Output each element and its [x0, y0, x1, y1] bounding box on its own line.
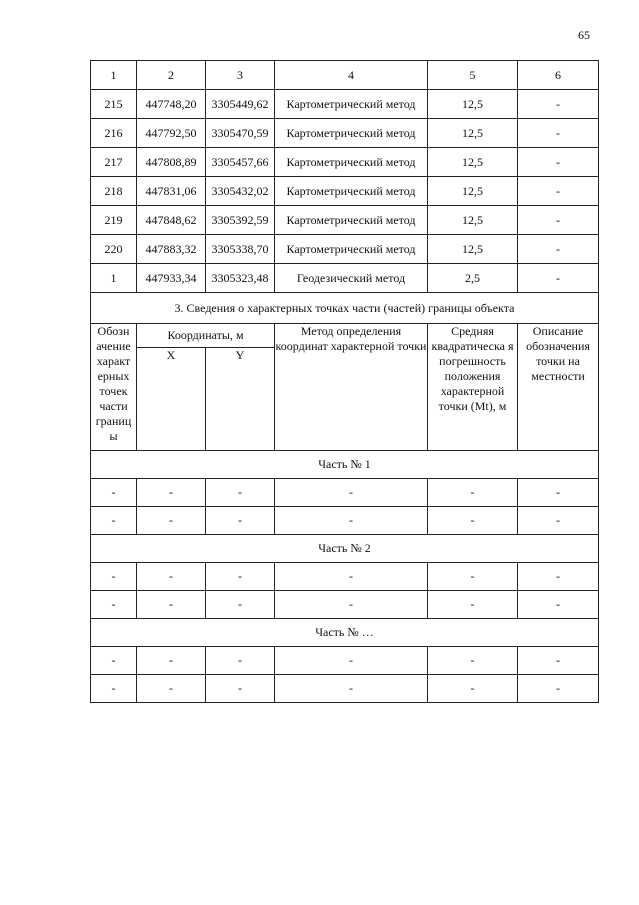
coord-y: 3305338,70: [206, 235, 275, 264]
table-row: [91, 235, 599, 264]
description: -: [518, 206, 599, 235]
cell: -: [137, 591, 206, 619]
cell: -: [91, 563, 137, 591]
section-title: 3. Сведения о характерных точках части (частей) границы объекта: [91, 293, 599, 324]
cell: -: [137, 479, 206, 507]
error-mt: 12,5: [428, 119, 518, 148]
cell: -: [206, 675, 275, 703]
part-label-row: [91, 535, 599, 563]
cell: -: [275, 647, 428, 675]
column-number: 4: [275, 61, 428, 90]
table-row: [91, 177, 599, 206]
method: Картометрический метод: [275, 177, 428, 206]
point-id: 220: [91, 235, 137, 264]
description: -: [518, 119, 599, 148]
coord-x: 447792,50: [137, 119, 206, 148]
point-id: 1: [91, 264, 137, 293]
description: -: [518, 235, 599, 264]
coord-x: 447933,34: [137, 264, 206, 293]
error-mt: 12,5: [428, 235, 518, 264]
coord-x: 447831,06: [137, 177, 206, 206]
cell: -: [275, 563, 428, 591]
cell: -: [275, 591, 428, 619]
cell: -: [206, 479, 275, 507]
cell: -: [428, 563, 518, 591]
cell: -: [518, 647, 599, 675]
method: Картометрический метод: [275, 90, 428, 119]
header-x: X: [137, 348, 206, 451]
error-mt: 12,5: [428, 177, 518, 206]
column-number-row: [91, 61, 599, 90]
description: -: [518, 90, 599, 119]
header-method: Метод определения координат характерной точки: [275, 324, 428, 451]
cell: -: [91, 507, 137, 535]
description: -: [518, 148, 599, 177]
coord-y: 3305392,59: [206, 206, 275, 235]
cell: -: [137, 563, 206, 591]
cell: -: [206, 647, 275, 675]
cell: -: [137, 647, 206, 675]
cell: -: [518, 591, 599, 619]
cell: -: [137, 507, 206, 535]
cell: -: [518, 675, 599, 703]
point-id: 217: [91, 148, 137, 177]
part-label-row: [91, 451, 599, 479]
coord-x: 447848,62: [137, 206, 206, 235]
method: Картометрический метод: [275, 119, 428, 148]
column-number: 2: [137, 61, 206, 90]
section-title-row: [91, 293, 599, 324]
header-y: Y: [206, 348, 275, 451]
description: -: [518, 177, 599, 206]
table-row: [91, 647, 599, 675]
cell: -: [275, 675, 428, 703]
coord-y: 3305470,59: [206, 119, 275, 148]
column-number: 5: [428, 61, 518, 90]
part-label: Часть № 1: [91, 451, 599, 479]
cell: -: [428, 647, 518, 675]
coord-x: 447808,89: [137, 148, 206, 177]
table-row: [91, 148, 599, 177]
cell: -: [428, 675, 518, 703]
part-label-row: [91, 619, 599, 647]
header-error: Средняя квадратическа я погрешность положения характерной точки (Mt), м: [428, 324, 518, 451]
error-mt: 12,5: [428, 206, 518, 235]
coord-y: 3305449,62: [206, 90, 275, 119]
cell: -: [91, 591, 137, 619]
description: -: [518, 264, 599, 293]
error-mt: 12,5: [428, 90, 518, 119]
cell: -: [428, 479, 518, 507]
cell: -: [206, 591, 275, 619]
cell: -: [518, 479, 599, 507]
table-row: [91, 563, 599, 591]
coord-y: 3305457,66: [206, 148, 275, 177]
coord-x: 447748,20: [137, 90, 206, 119]
cell: -: [206, 507, 275, 535]
table-row: [91, 675, 599, 703]
cell: -: [91, 647, 137, 675]
cell: -: [428, 507, 518, 535]
method: Геодезический метод: [275, 264, 428, 293]
cell: -: [137, 675, 206, 703]
coord-x: 447883,32: [137, 235, 206, 264]
table-row: [91, 479, 599, 507]
column-number: 3: [206, 61, 275, 90]
cell: -: [518, 507, 599, 535]
point-id: 216: [91, 119, 137, 148]
header-description: Описание обозначения точки на местности: [518, 324, 599, 451]
header-point-designation: Обозн ачение характ ерных точек части границ ы: [91, 324, 137, 451]
point-id: 218: [91, 177, 137, 206]
header-coordinates: Координаты, м: [137, 324, 275, 348]
coord-y: 3305323,48: [206, 264, 275, 293]
column-number: 6: [518, 61, 599, 90]
cell: -: [91, 479, 137, 507]
point-id: 215: [91, 90, 137, 119]
point-id: 219: [91, 206, 137, 235]
cell: -: [428, 591, 518, 619]
table-row: [91, 119, 599, 148]
coordinates-table: [90, 60, 599, 703]
page-number: 65: [578, 28, 590, 42]
section-header-row: [91, 324, 599, 348]
cell: -: [518, 563, 599, 591]
table-row: [91, 591, 599, 619]
cell: -: [206, 563, 275, 591]
method: Картометрический метод: [275, 235, 428, 264]
cell: -: [275, 507, 428, 535]
part-label: Часть № 2: [91, 535, 599, 563]
error-mt: 12,5: [428, 148, 518, 177]
table-row: [91, 206, 599, 235]
cell: -: [91, 675, 137, 703]
column-number: 1: [91, 61, 137, 90]
part-label: Часть № …: [91, 619, 599, 647]
error-mt: 2,5: [428, 264, 518, 293]
cell: -: [275, 479, 428, 507]
method: Картометрический метод: [275, 206, 428, 235]
table-row: [91, 507, 599, 535]
coord-y: 3305432,02: [206, 177, 275, 206]
table-row: [91, 90, 599, 119]
table-row: [91, 264, 599, 293]
method: Картометрический метод: [275, 148, 428, 177]
